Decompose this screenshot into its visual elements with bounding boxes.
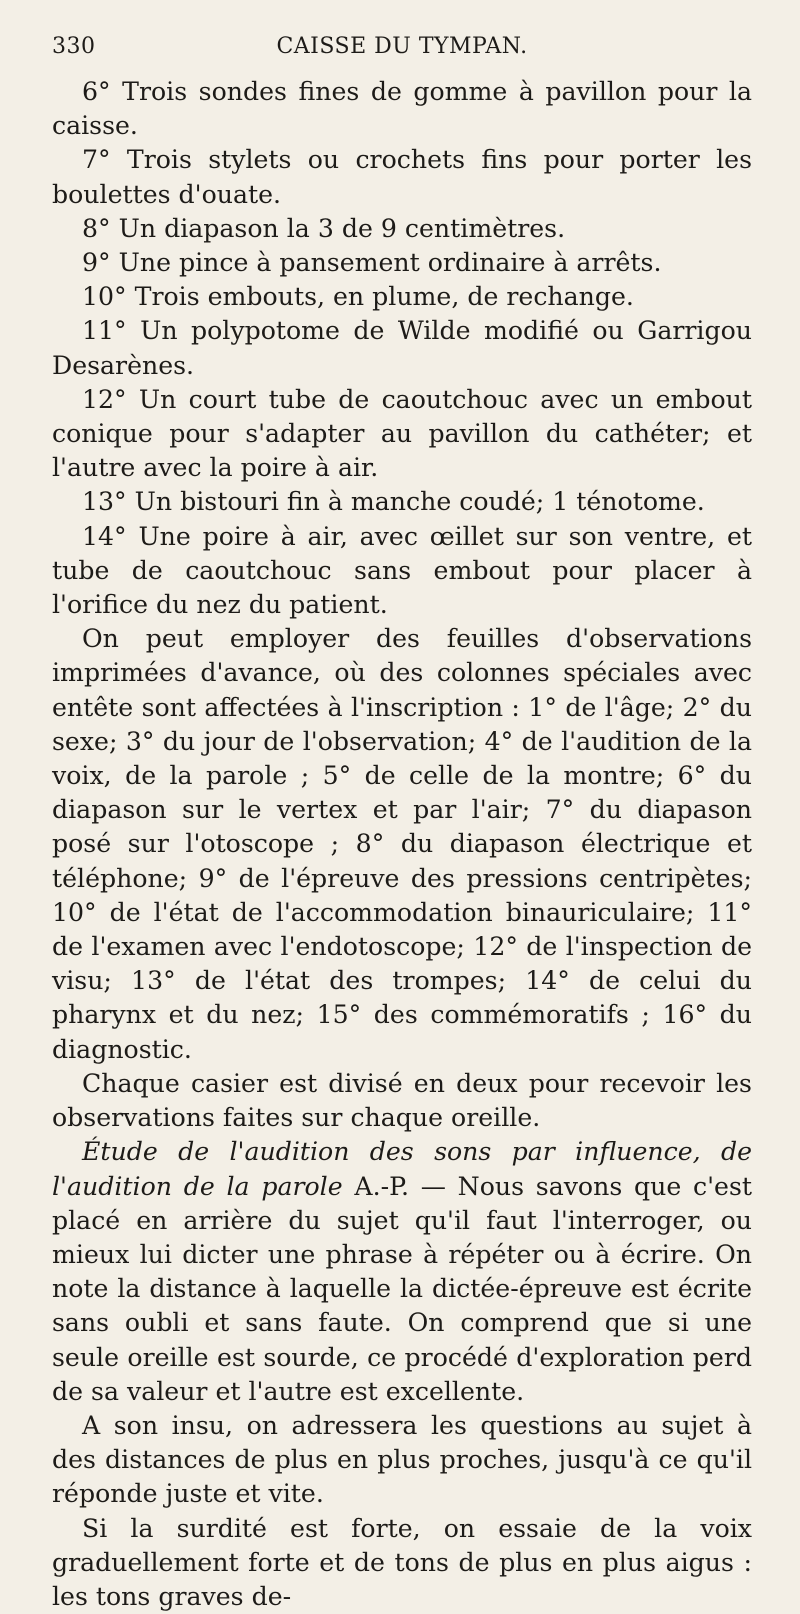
section-heading: Étude de l'audition des sons par influence, de l'audition de la parole (52, 1137, 752, 1201)
section-body: Nous savons que c'est placé en arrière du sujet qu'il faut l'interroger, ou mieux lui dicter une phrase à répéter ou à écrire. On note la distance à laquelle la dictée-épreuve est écrite sans oubli et sans faute. On comprend que si une seule oreille est sourde, ce procédé d'exploration perd de sa valeur et l'autre est excellente. (52, 1171, 752, 1406)
running-title: CAISSE DU TYMPAN. (276, 34, 528, 59)
list-item: 14° Une poire à air, avec œillet sur son ventre, et tube de caoutchouc sans embout pour placer à l'orifice du nez du patient. (52, 521, 752, 620)
list-item: 10° Trois embouts, en plume, de rechange. (82, 282, 634, 312)
list-item: 9° Une pince à pansement ordinaire à arrêts. (82, 248, 662, 278)
paragraph-etude (52, 1135, 752, 1409)
list-item: 7° Trois stylets ou crochets fins pour porter les boulettes d'ouate. (52, 145, 752, 209)
paragraph-casier: Chaque casier est divisé en deux pour recevoir les observations faites sur chaque oreille. (52, 1068, 752, 1133)
list-item: 8° Un diapason la 3 de 9 centimètres. (82, 213, 566, 243)
paragraph-surdite: Si la surdité est forte, on essaie de la voix graduellement forte et de tons de plus en plus aigus : les tons graves de- (52, 1513, 752, 1611)
paragraph-insu: A son insu, on adressera les questions au sujet à des distances de plus en plus proches, jusqu'à ce qu'il réponde juste et vite. (52, 1410, 752, 1509)
list-item: 6° Trois sondes fines de gomme à pavillon pour la caisse. (52, 77, 752, 141)
list-item: 12° Un court tube de caoutchouc avec un embout conique pour s'adapter au pavillon du cathéter; et l'autre avec la poire à air. (52, 384, 752, 483)
paragraph-observations: On peut employer des feuilles d'observations imprimées d'avance, où des colonnes spéciales avec entête sont affectées à l'inscription : 1° de l'âge; 2° du sexe; 3° du jour de l'observation; 4° de l'audition de la voix, de la parole ; 5° de celle de la montre; 6° du diapason sur le vertex et par l'air; 7° du diapason posé sur l'otoscope ; 8° du diapason électrique et téléphone; 9° de l'épreuve des pressions centripètes; 10° de l'état de l'accommodation binauriculaire; 11° de l'examen avec l'endotoscope; 12° de l'inspection de visu; 13° de l'état des trompes; 14° de celui du pharynx et du nez; 15° des commémoratifs ; 16° du diagnostic. (52, 624, 752, 1064)
list-item: 13° Un bistouri fin à manche coudé; 1 ténotome. (82, 487, 705, 517)
page-number: 330 (52, 34, 96, 59)
list-item: 11° Un polypotome de Wilde modifié ou Garrigou Desarènes. (52, 316, 752, 380)
book-page (52, 34, 752, 1614)
section-abbrev: A.-P. — (342, 1171, 458, 1201)
page-header (52, 34, 752, 74)
body-text (52, 75, 752, 1614)
